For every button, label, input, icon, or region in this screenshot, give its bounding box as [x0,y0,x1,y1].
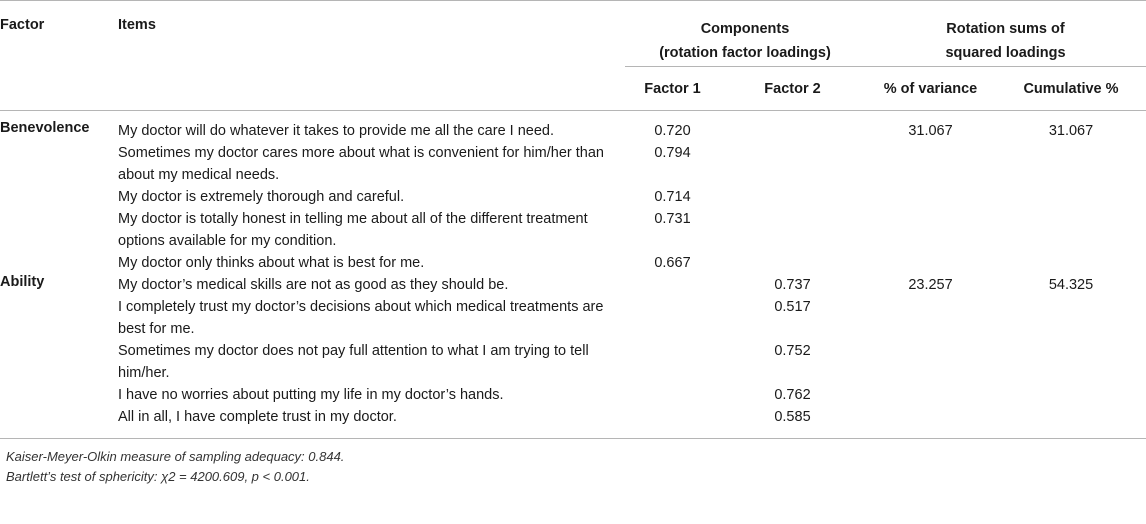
factor2-header: Factor 2 [720,67,865,111]
factor-column-header: Factor [0,17,45,33]
table-row [0,252,1146,274]
factor2-loading: 0.585 [774,409,811,425]
factor1-loading [625,340,720,384]
items-column-header: Items [118,17,156,33]
factor1-loading: 0.794 [654,145,691,161]
factor2-loading: 0.752 [774,343,811,359]
factor1-header: Factor 1 [625,67,720,111]
factor2-loading: 0.762 [774,387,811,403]
table-row [0,142,1146,186]
table-row [0,208,1146,252]
factor2-loading: 0.517 [774,299,811,315]
factor1-loading [625,406,720,439]
rotation-sums-header [865,1,1146,67]
factor1-loading: 0.720 [654,123,691,139]
item-text: Sometimes my doctor cares more about what is convenient for him/her than about my medical needs. [118,145,604,183]
item-text: I have no worries about putting my life in my doctor’s hands. [118,387,504,403]
cumulative-value: 54.325 [1048,277,1094,293]
item-text: Sometimes my doctor does not pay full attention to what I am trying to tell him/her. [118,343,589,381]
factor1-loading: 0.731 [654,211,691,227]
table-row [0,406,1146,439]
factor2-loading [720,186,865,208]
factor-name-benevolence: Benevolence [0,120,90,136]
table-row [0,384,1146,406]
rotation-header-line1: Rotation sums of [946,21,1065,37]
table-header [0,1,1146,111]
item-text: My doctor only thinks about what is best for me. [118,255,425,271]
components-header-line2: (rotation factor loadings) [659,45,831,61]
factor-name-ability: Ability [0,274,45,290]
table-row [0,274,1146,296]
factor1-loading [625,296,720,340]
rotation-header-line2: squared loadings [945,45,1066,61]
components-header [625,1,865,67]
pct-variance-value: 31.067 [908,123,953,139]
item-text: My doctor is extremely thorough and careful. [118,189,405,205]
factor1-loading: 0.714 [654,189,691,205]
components-header-line1: Components [700,21,790,37]
pct-variance-header: % of variance [865,67,996,111]
factor2-loading [720,142,865,186]
factor1-loading [625,274,720,296]
factor2-loading [720,208,865,252]
table-footnotes [0,439,1146,487]
table-row [0,340,1146,384]
cumulative-value: 31.067 [1048,123,1094,139]
table-row [0,186,1146,208]
pct-variance-value: 23.257 [908,277,953,293]
table-body [0,111,1146,439]
cumulative-header: Cumulative % [996,67,1146,111]
factor1-loading [625,384,720,406]
table-row [0,296,1146,340]
factor1-loading: 0.667 [654,255,691,271]
item-text: I completely trust my doctor’s decisions about which medical treatments are best for me. [118,299,604,337]
factor2-loading [720,111,865,143]
factor2-loading: 0.737 [774,277,811,293]
table-row [0,111,1146,143]
factor2-loading [720,252,865,274]
item-text: My doctor is totally honest in telling me about all of the different treatment options available for my condition. [118,211,588,249]
item-text: All in all, I have complete trust in my doctor. [118,409,397,425]
item-text: My doctor’s medical skills are not as good as they should be. [118,277,509,293]
item-text: My doctor will do whatever it takes to provide me all the care I need. [118,123,555,139]
bartlett-note: Bartlett’s test of sphericity: χ2 = 4200.609, p < 0.001. [6,469,310,484]
kmo-note: Kaiser-Meyer-Olkin measure of sampling adequacy: 0.844. [6,449,345,464]
